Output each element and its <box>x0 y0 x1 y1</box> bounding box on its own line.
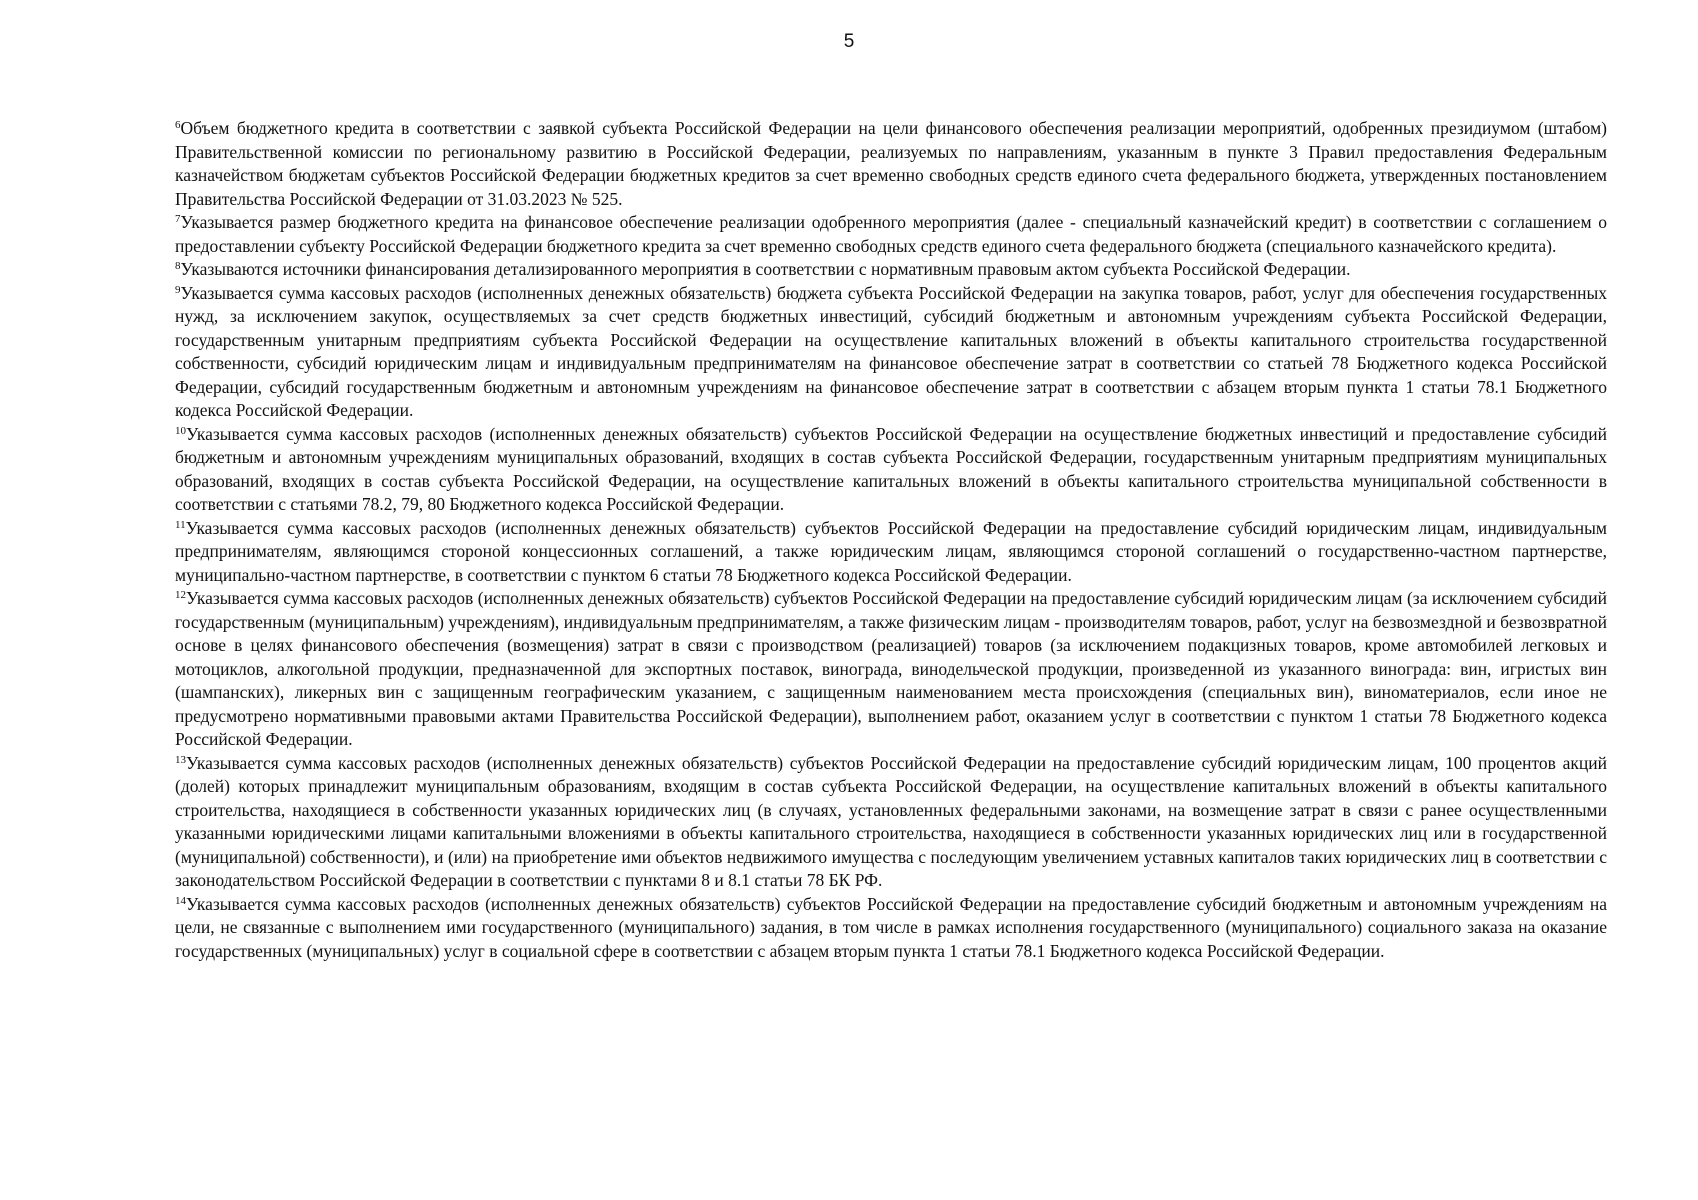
footnote-6 <box>175 117 1607 211</box>
footnote-marker: 7 <box>175 213 181 225</box>
footnote-text: Указывается сумма кассовых расходов (исполненных денежных обязательств) субъектов Российской Федерации на предоставление субсидий юридическим лицам, индивидуальным предпринимателям, являющимся стороной концессионных соглашений, а также юридическим лицам, являющимся стороной соглашений о государственно-частном партнерстве, муниципально-частном партнерстве, в соответствии с пунктом 6 статьи 78 Бюджетного кодекса Российской Федерации. <box>175 517 1607 585</box>
footnote-marker: 12 <box>175 589 186 601</box>
footnote-marker: 10 <box>175 424 186 437</box>
footnote-text: Объем бюджетного кредита в соответствии с заявкой субъекта Российской Федерации на цели финансового обеспечения реализации мероприятий, одобренных президиумом (штабом) Правительственной комиссии по региональному развитию в Российской Федерации, реализуемых по направлениям, указанным в пункте 3 Правил предоставления Федеральным казначейством бюджетам субъектов Российской Федерации бюджетных кредитов за счет временно свободных средств единого счета федерального бюджета, утвержденных постановлением Правительства Российской Федерации от 31.03.2023 № 525. <box>175 118 1607 209</box>
footnote-marker: 9 <box>175 283 181 296</box>
footnote-marker: 6 <box>175 119 181 131</box>
footnote-marker: 8 <box>175 260 181 272</box>
footnote-9 <box>175 282 1607 423</box>
footnote-marker: 11 <box>175 518 186 531</box>
footnote-text: Указывается сумма кассовых расходов (исполненных денежных обязательств) субъектов Российской Федерации на предоставление субсидий бюджетным и автономным учреждениям на цели, не связанные с выполнением ими государственного (муниципального) задания, в том числе в рамках исполнения государственного (муниципального) социального заказа на оказание государственных (муниципальных) услуг в социальной сфере в соответствии с абзацем вторым пункта 1 статьи 78.1 Бюджетного кодекса Российской Федерации. <box>175 893 1607 961</box>
footnotes-block <box>175 117 1607 963</box>
footnote-marker: 13 <box>175 753 186 766</box>
footnote-text: Указываются источники финансирования детализированного мероприятия в соответствии с нормативным правовым актом субъекта Российской Федерации. <box>180 259 1351 279</box>
footnote-text: Указывается размер бюджетного кредита на финансовое обеспечение реализации одобренного мероприятия (далее - специальный казначейский кредит) в соответствии с соглашением о предоставлении субъекту Российской Федерации бюджетного кредита за счет временно свободных средств единого счета федерального бюджета (специального казначейского кредита). <box>175 212 1607 256</box>
footnote-7 <box>175 211 1607 258</box>
footnote-11 <box>175 517 1607 588</box>
footnote-8 <box>175 258 1607 282</box>
footnote-13 <box>175 752 1607 893</box>
footnote-14 <box>175 893 1607 964</box>
footnote-text: Указывается сумма кассовых расходов (исполненных денежных обязательств) бюджета субъекта Российской Федерации на закупка товаров, работ, услуг для обеспечения государственных нужд, за исключением закупок, осуществляемых за счет средств бюджетных инвестиций, субсидий бюджетным и автономным учреждениям субъекта Российской Федерации, государственным унитарным предприятиям субъекта Российской Федерации на осуществление капитальных вложений в объекты капитального строительства государственной собственности, субсидий юридическим лицам и индивидуальным предпринимателям на финансовое обеспечение затрат в соответствии со статьей 78 Бюджетного кодекса Российской Федерации, субсидий государственным бюджетным и автономным учреждениям на финансовое обеспечение затрат в соответствии с абзацем вторым пункта 1 статьи 78.1 Бюджетного кодекса Российской Федерации. <box>175 282 1607 420</box>
footnote-10 <box>175 423 1607 517</box>
footnote-text: Указывается сумма кассовых расходов (исполненных денежных обязательств) субъектов Российской Федерации на предоставление субсидий юридическим лицам (за исключением субсидий государственным (муниципальным) учреждениям), индивидуальным предпринимателям, а также физическим лицам - производителям товаров, работ, услуг на безвозмездной и безвозвратной основе в целях финансового обеспечения (возмещения) затрат в связи с производством (реализацией) товаров (за исключением подакцизных товаров, кроме автомобилей легковых и мотоциклов, алкогольной продукции, предназначенной для экспортных поставок, винограда, винодельческой продукции, произведенной из указанного винограда: вин, игристых вин (шампанских), ликерных вин с защищенным географическим указанием, с защищенным наименованием места происхождения (специальных вин), виноматериалов, если иное не предусмотрено нормативными правовыми актами Правительства Российской Федерации), выполнением работ, оказанием услуг в соответствии с пунктом 1 статьи 78 Бюджетного кодекса Российской Федерации. <box>175 588 1607 749</box>
footnote-text: Указывается сумма кассовых расходов (исполненных денежных обязательств) субъектов Российской Федерации на осуществление бюджетных инвестиций и предоставление субсидий бюджетным и автономным учреждениям муниципальных образований, входящих в состав субъекта Российской Федерации, государственным унитарным предприятиям муниципальных образований, входящих в состав субъекта Российской Федерации, на осуществление капитальных вложений в объекты капитального строительства муниципальной собственности в соответствии с статьями 78.2, 79, 80 Бюджетного кодекса Российской Федерации. <box>175 423 1607 514</box>
footnote-text: Указывается сумма кассовых расходов (исполненных денежных обязательств) субъектов Российской Федерации на предоставление субсидий юридическим лицам, 100 процентов акций (долей) которых принадлежит муниципальным образованиям, входящим в состав субъекта Российской Федерации, на осуществление капитальных вложений в объекты капитального строительства, находящиеся в собственности указанных юридических лиц (в случаях, установленных федеральными законами, на возмещение затрат в связи с ранее осуществленными указанными юридическими лицами капитальными вложениями в объекты капитального строительства, находящиеся в собственности указанных юридических лиц или в государственной (муниципальной) собственности), и (или) на приобретение ими объектов недвижимого имущества с последующим увеличением уставных капиталов таких юридических лиц в соответствии с законодательством Российской Федерации в соответствии с пунктами 8 и 8.1 статьи 78 БК РФ. <box>175 752 1607 890</box>
footnote-marker: 14 <box>175 894 186 907</box>
page-number: 5 <box>843 31 855 52</box>
footnote-12 <box>175 587 1607 752</box>
